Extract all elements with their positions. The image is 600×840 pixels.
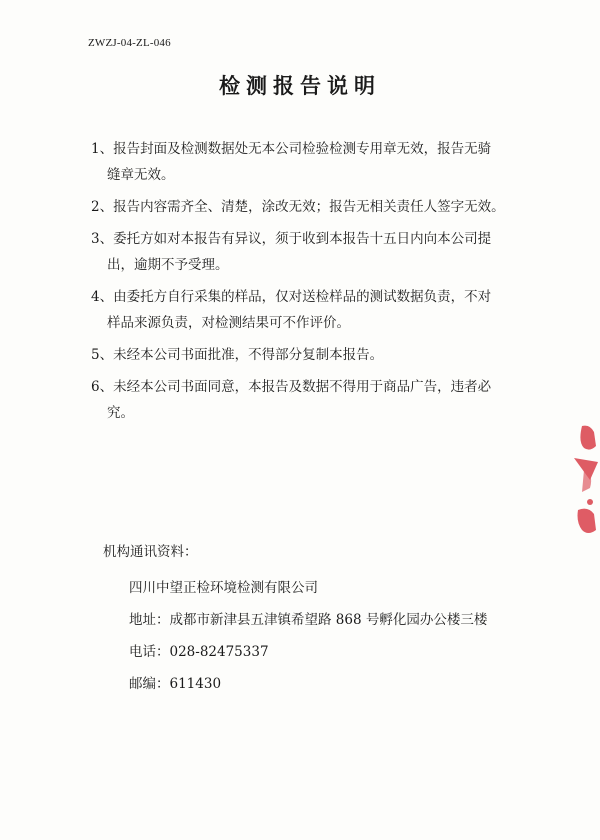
note-text: 报告封面及检测数据处无本公司检验检测专用章无效，报告无骑 bbox=[113, 141, 492, 157]
note-text-continued: 究。 bbox=[107, 405, 134, 421]
note-text-continued: 出，逾期不予受理。 bbox=[107, 257, 229, 273]
note-text-continued: 样品来源负责，对检测结果可不作评价。 bbox=[107, 315, 350, 331]
note-number: 1、 bbox=[91, 141, 114, 157]
note-text: 未经本公司书面批准，不得部分复制本报告。 bbox=[113, 347, 384, 363]
seal-stamp-icon bbox=[560, 418, 600, 548]
contact-heading: 机构通讯资料： bbox=[103, 544, 198, 560]
notes-list bbox=[92, 136, 532, 432]
note-text-continued: 缝章无效。 bbox=[107, 167, 175, 183]
contact-lines bbox=[103, 572, 487, 700]
address-line: 地址：成都市新津县五津镇希望路 868 号孵化园办公楼三楼 bbox=[129, 612, 488, 628]
note-item bbox=[92, 284, 532, 336]
note-text: 报告内容需齐全、清楚，涂改无效；报告无相关责任人签字无效。 bbox=[113, 199, 505, 215]
note-item bbox=[92, 194, 532, 220]
note-item bbox=[92, 136, 532, 188]
document-code: ZWZJ-04-ZL-046 bbox=[88, 37, 171, 49]
note-number: 5、 bbox=[91, 347, 114, 363]
note-number: 6、 bbox=[91, 379, 114, 395]
phone-line: 电话：028-82475337 bbox=[129, 644, 269, 660]
note-number: 3、 bbox=[91, 231, 114, 247]
note-item bbox=[92, 226, 532, 278]
note-item bbox=[92, 342, 532, 368]
note-text: 委托方如对本报告有异议，须于收到本报告十五日内向本公司提 bbox=[113, 231, 492, 247]
note-text: 未经本公司书面同意，本报告及数据不得用于商品广告，违者必 bbox=[113, 379, 492, 395]
contact-block bbox=[103, 540, 487, 700]
postcode-line: 邮编：611430 bbox=[129, 676, 222, 692]
note-item bbox=[92, 374, 532, 426]
note-number: 2、 bbox=[91, 199, 114, 215]
page-title: 检测报告说明 bbox=[219, 74, 381, 98]
note-number: 4、 bbox=[91, 289, 114, 305]
company-name: 四川中望正检环境检测有限公司 bbox=[129, 580, 318, 596]
note-text: 由委托方自行采集的样品，仅对送检样品的测试数据负责，不对 bbox=[113, 289, 492, 305]
